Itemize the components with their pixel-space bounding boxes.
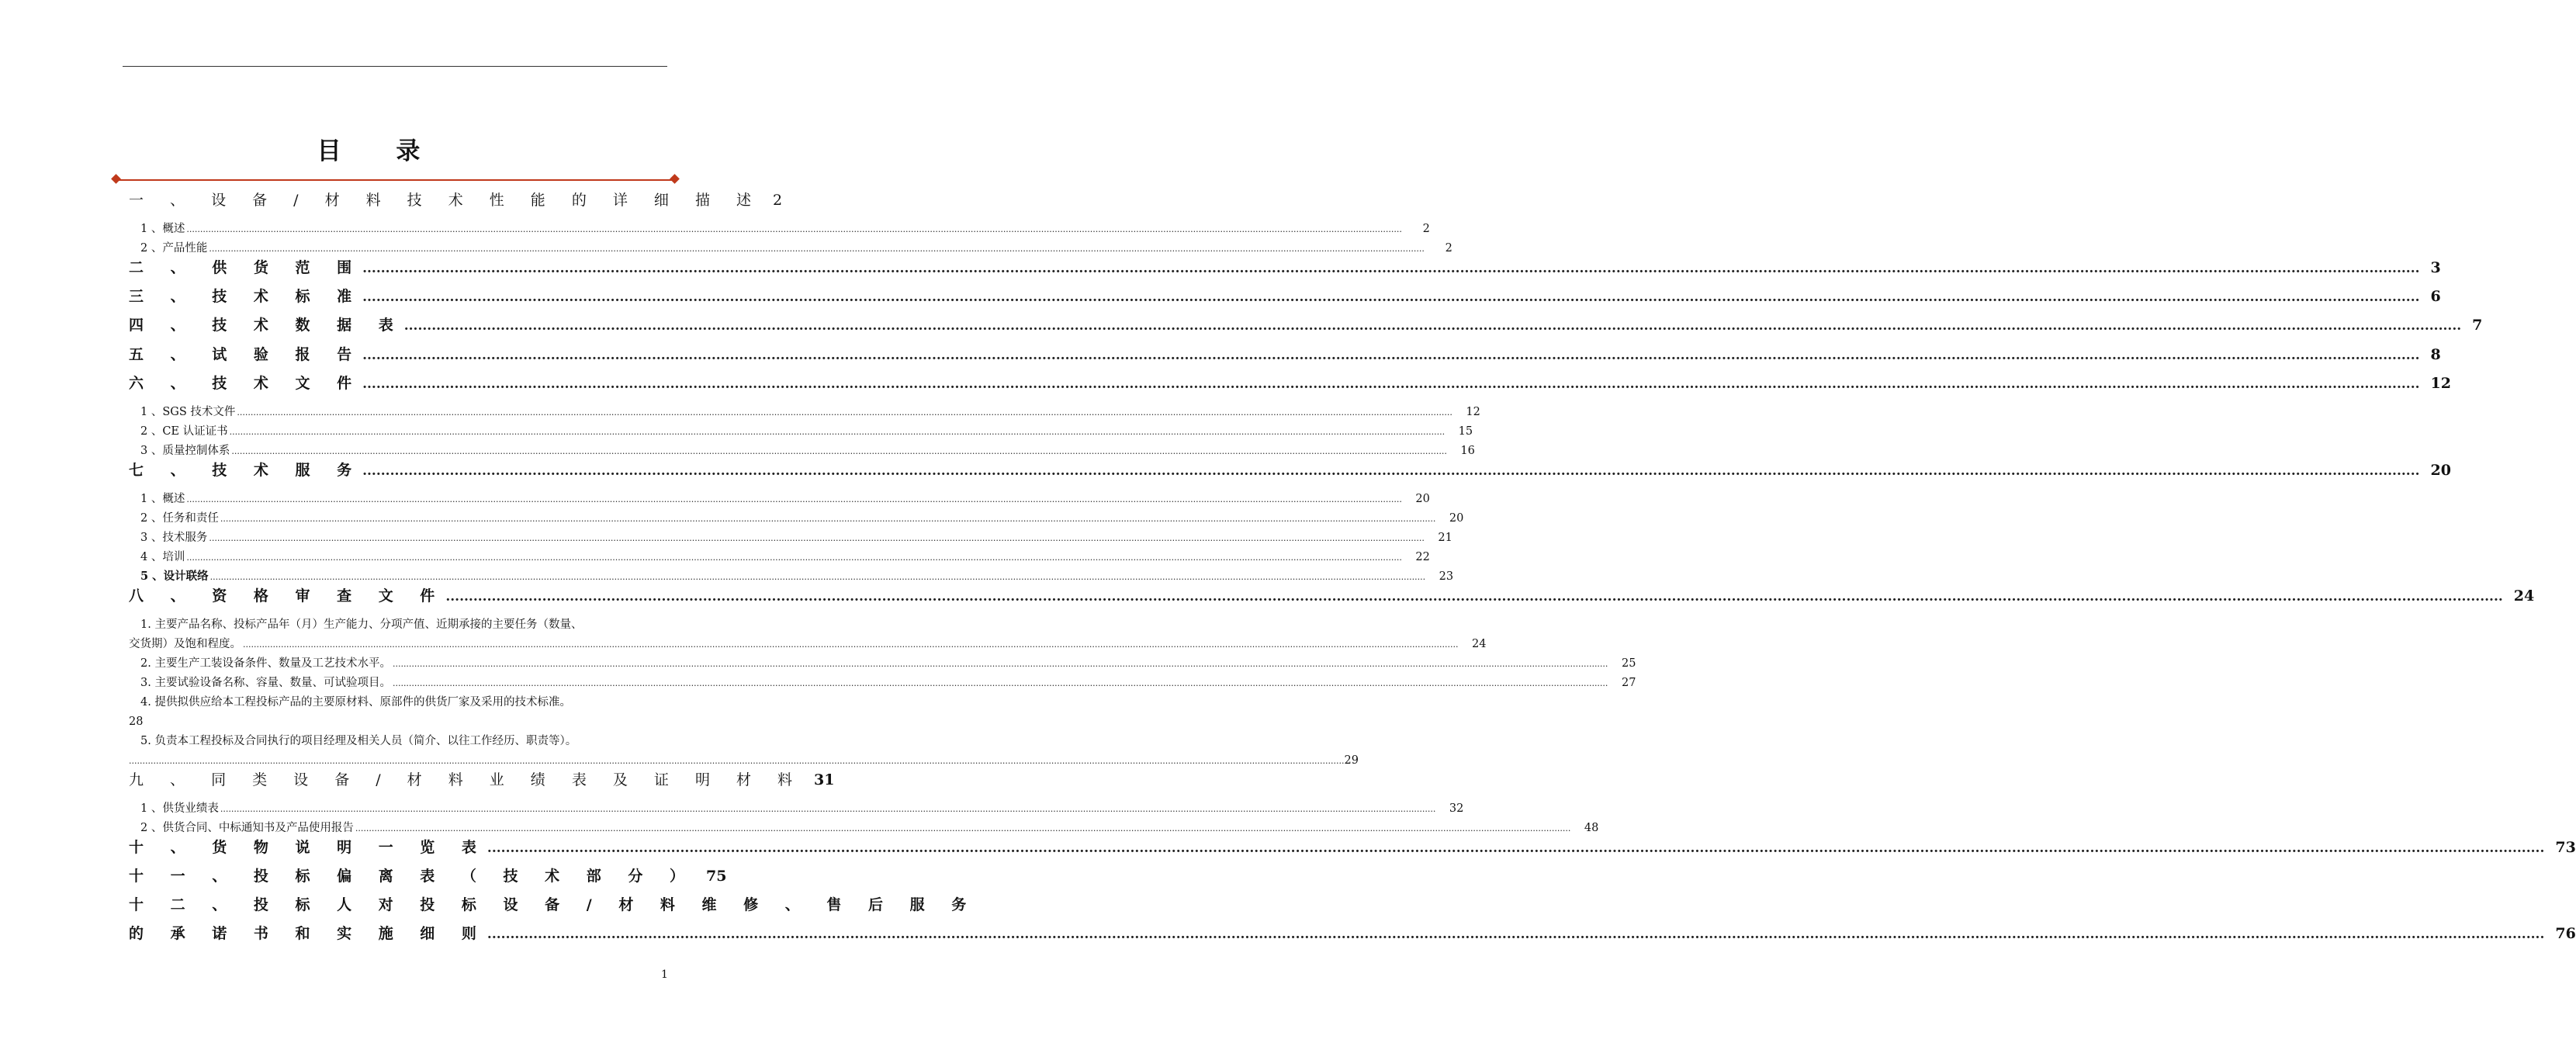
dot-leader <box>231 443 1446 460</box>
dot-leader <box>487 923 2544 946</box>
toc-entry-label: 二 、 供 货 范 围 <box>129 259 363 276</box>
toc-entry-page: 20 <box>1449 512 1464 525</box>
toc-entry-8-4-page: 28 <box>129 716 144 728</box>
toc-entry-7-1[interactable] <box>140 490 1430 508</box>
dot-leader <box>186 491 1401 508</box>
toc-entry-7-3[interactable] <box>140 529 1452 546</box>
toc-entry-page: 20 <box>1415 493 1430 505</box>
toc-entry-label: 1 、概述 <box>140 223 185 235</box>
toc-entry-page: 20 <box>2430 462 2451 479</box>
toc-entry-9-2[interactable] <box>140 820 1599 837</box>
toc-entry-9-1[interactable] <box>140 800 1464 817</box>
toc-entry-page: 2 <box>1445 242 1452 255</box>
toc-entry-label: 五 、 试 验 报 告 <box>129 346 363 363</box>
toc-entry-label: 2 、产品性能 <box>140 242 208 255</box>
toc-entry-page: 6 <box>2430 288 2441 305</box>
toc-entry-label: 4 、培训 <box>140 551 185 563</box>
toc-entry-label: 2 、供货合同、中标通知书及产品使用报告 <box>140 822 354 834</box>
dot-leader <box>362 344 2419 367</box>
toc-entry-label: 四 、 技 术 数 据 表 <box>129 317 404 334</box>
toc-entry-page: 75 <box>706 868 727 885</box>
toc-entry-label: 3 、技术服务 <box>140 532 208 544</box>
toc-entry-12-text: 十 二 、 投 标 人 对 投 标 设 备 / 材 料 维 修 、 售 后 服 务 <box>129 896 978 913</box>
toc-entry-label: 三 、 技 术 标 准 <box>129 288 363 305</box>
toc-entry-page: 16 <box>1460 445 1475 457</box>
toc-entry-8-1-text: 1. 主要产品名称、投标产品年（月）生产能力、分项产值、近期承接的主要任务（数量、 <box>140 619 583 631</box>
divider-right-diamond <box>670 174 680 184</box>
toc-entry-page: 23 <box>1439 570 1454 583</box>
dot-leader <box>393 675 1608 692</box>
toc-entry-page: 27 <box>1621 677 1636 689</box>
toc-entry-3[interactable] <box>129 285 2441 308</box>
toc-entry-page: 24 <box>1472 638 1487 650</box>
divider-left-diamond <box>111 174 121 184</box>
toc-entry-5[interactable] <box>129 343 2441 366</box>
dot-leader <box>362 257 2419 280</box>
toc-entry-page: 25 <box>1621 657 1636 670</box>
dot-leader <box>355 820 1570 837</box>
toc-entry-label: 2 、任务和责任 <box>140 512 219 525</box>
dot-leader <box>487 837 2544 860</box>
toc-entry-label: 交货期）及饱和程度。 <box>129 638 241 650</box>
toc-entry-label: 一 、 设 备 / 材 料 技 术 性 能 的 详 细 描 述 <box>129 192 762 209</box>
toc-entry-9[interactable] <box>129 768 835 792</box>
page-number: 1 <box>661 968 668 981</box>
toc-entry-page: 8 <box>2430 346 2441 363</box>
toc-entry-page: 48 <box>1584 822 1599 834</box>
toc-entry-label: 3. 主要试验设备名称、容量、数量、可试验项目。 <box>140 677 391 689</box>
page-title: 目 录 <box>317 137 444 165</box>
dot-leader <box>243 636 1458 653</box>
dot-leader <box>237 404 1452 421</box>
toc-entry-label: 十 一 、 投 标 偏 离 表 （ 技 术 部 分 ） <box>129 868 695 885</box>
title-divider <box>116 179 675 181</box>
dot-leader <box>129 753 1344 770</box>
toc-entry-page: 15 <box>1458 425 1473 438</box>
toc-entry-page: 73 <box>2555 839 2576 856</box>
toc-entry-label: 1 、概述 <box>140 493 185 505</box>
toc-entry-page: 12 <box>2430 375 2451 392</box>
dot-leader <box>362 372 2419 396</box>
toc-entry-8-4-text: 4. 提供拟供应给本工程投标产品的主要原材料、原部件的供货厂家及采用的技术标准。 <box>140 696 571 709</box>
dot-leader <box>220 801 1435 818</box>
toc-entry-page: 24 <box>2513 587 2535 605</box>
toc-entry-12[interactable] <box>129 922 2576 945</box>
toc-entry-page: 12 <box>1466 406 1480 418</box>
toc-entry-page: 21 <box>1438 532 1452 544</box>
toc-entry-1[interactable] <box>129 189 783 212</box>
toc-entry-label: 1 、供货业绩表 <box>140 802 219 815</box>
toc-entry-label: 八 、 资 格 审 查 文 件 <box>129 587 446 605</box>
dot-leader <box>362 459 2419 483</box>
toc-entry-page: 7 <box>2472 317 2483 334</box>
toc-entry-10[interactable] <box>129 836 2576 859</box>
toc-entry-page: 22 <box>1415 551 1430 563</box>
header-rule <box>123 66 667 67</box>
toc-entry-8-5[interactable] <box>129 752 1359 769</box>
dot-leader <box>393 656 1608 673</box>
toc-entry-label: 2. 主要生产工装设备条件、数量及工艺技术水平。 <box>140 657 391 670</box>
toc-entry-label: 九 、 同 类 设 备 / 材 料 业 绩 表 及 证 明 材 料 <box>129 771 804 788</box>
toc-entry-1-1[interactable] <box>140 220 1430 237</box>
toc-entry-6-2[interactable] <box>140 423 1473 440</box>
toc-entry-1-2[interactable] <box>140 240 1452 257</box>
toc-entry-7-5[interactable] <box>140 568 1454 585</box>
toc-entry-page: 2 <box>1422 223 1430 235</box>
toc-entry-page: 32 <box>1449 802 1464 815</box>
toc-entry-page: 31 <box>814 771 835 788</box>
toc-entry-4[interactable] <box>129 314 2483 337</box>
dot-leader <box>209 241 1424 258</box>
toc-entry-8[interactable] <box>129 584 2535 608</box>
toc-entry-8-1[interactable] <box>129 636 1487 653</box>
toc-entry-8-2[interactable] <box>140 655 1636 672</box>
toc-entry-8-3[interactable] <box>140 674 1636 691</box>
toc-entry-label: 5 、设计联络 <box>140 570 209 583</box>
dot-leader <box>186 549 1401 567</box>
dot-leader <box>230 424 1445 441</box>
toc-entry-8-5-text: 5. 负责本工程投标及合同执行的项目经理及相关人员（简介、以往工作经历、职责等）。 <box>140 735 577 747</box>
toc-entry-label: 2 、CE 认证证书 <box>140 425 228 438</box>
dot-leader <box>404 314 2461 338</box>
dot-leader <box>220 511 1435 528</box>
toc-entry-page: 76 <box>2555 925 2576 942</box>
toc-entry-11[interactable] <box>129 865 727 888</box>
toc-entry-label: 七 、 技 术 服 务 <box>129 462 363 479</box>
toc-entry-7[interactable] <box>129 459 2451 482</box>
toc-entry-7-4[interactable] <box>140 549 1430 566</box>
toc-entry-6-1[interactable] <box>140 404 1480 421</box>
toc-entry-6[interactable] <box>129 372 2451 395</box>
dot-leader <box>186 221 1401 238</box>
toc-entry-7-2[interactable] <box>140 510 1464 527</box>
toc-entry-6-3[interactable] <box>140 442 1475 459</box>
toc-entry-page: 3 <box>2430 259 2441 276</box>
toc-entry-label: 十 、 货 物 说 明 一 览 表 <box>129 839 487 856</box>
dot-leader <box>209 530 1424 547</box>
dot-leader <box>362 286 2419 309</box>
dot-leader <box>210 569 1425 586</box>
toc-entry-label: 1 、SGS 技术文件 <box>140 406 236 418</box>
toc-entry-label: 六 、 技 术 文 件 <box>129 375 363 392</box>
toc-entry-page: 2 <box>773 192 783 209</box>
toc-entry-2[interactable] <box>129 256 2441 279</box>
toc-entry-label: 的 承 诺 书 和 实 施 细 则 <box>129 925 487 942</box>
dot-leader <box>445 585 2502 608</box>
toc-entry-page: 29 <box>1344 754 1359 767</box>
toc-entry-label: 3 、质量控制体系 <box>140 445 230 457</box>
